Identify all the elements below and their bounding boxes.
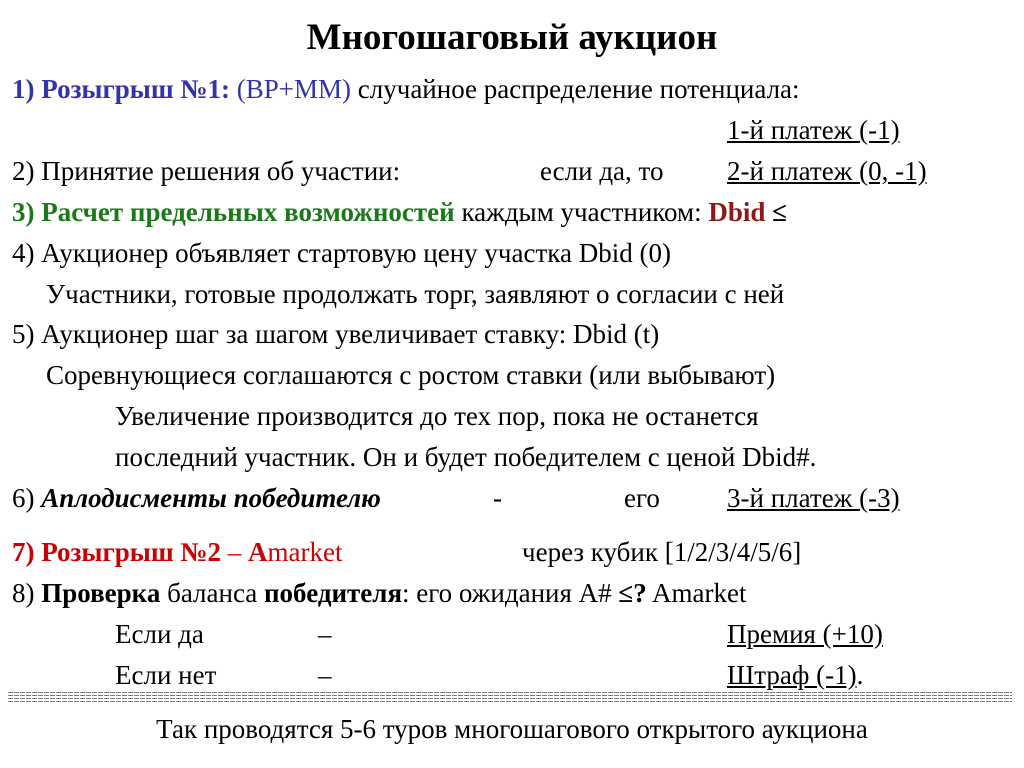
step-3 — [12, 196, 787, 228]
step-2-condition: если да, то — [540, 156, 664, 186]
step-8-b2: победителя — [264, 578, 403, 608]
page-title: Многошаговый аукцион — [306, 17, 718, 58]
penalty-text: Штраф (-1) — [727, 660, 857, 690]
step-3-text: каждым участником: — [454, 197, 709, 227]
step-5-detail: Соревнующиеся соглашаются с ростом ставки (или выбывают) — [46, 360, 776, 390]
step-8-t1: баланса — [160, 578, 264, 608]
step-1 — [12, 73, 800, 105]
step-3-dbid: Dbid — [708, 197, 766, 227]
step-6-number: 6) — [12, 483, 42, 513]
penalty — [727, 659, 863, 691]
step-7-dash: – — [221, 537, 249, 567]
step-6-label: Аплодисменты победителю — [41, 483, 381, 513]
step-3-label: 3) Расчет предельных возможностей — [12, 197, 455, 227]
step-4-detail: Участники, готовые продолжать торг, заявляют о согласии с ней — [46, 279, 785, 309]
step-7 — [12, 536, 343, 568]
step-1-label: Розыгрыш №1: — [41, 74, 231, 104]
payment-3: 3-й платеж (-3) — [727, 483, 900, 513]
footer-text: Так проводятся 5-6 туров многошагового открытого аукциона — [156, 714, 868, 744]
step-1-number: 1) — [12, 74, 42, 104]
step-8 — [12, 577, 746, 609]
divider — [8, 692, 1012, 704]
step-1-text: случайное распределение потенциала: — [351, 74, 800, 104]
step-5-note-2: последний участник. Он и будет победителем с ценой Dbid#. — [115, 442, 817, 472]
step-7-a: A — [248, 537, 268, 567]
if-yes-label: Если да — [115, 619, 204, 649]
if-no-label: Если нет — [115, 660, 217, 690]
step-8-t3: Amarket — [646, 578, 747, 608]
step-1-paren: (BP+MM) — [230, 74, 352, 104]
if-yes-dash: – — [318, 619, 332, 649]
step-8-b1: Проверка — [41, 578, 161, 608]
payment-1: 1-й платеж (-1) — [727, 115, 900, 145]
step-5: 5) Аукционер шаг за шагом увеличивает ставку: Dbid (t) — [12, 319, 660, 349]
step-4: 4) Аукционер объявляет стартовую цену участка Dbid (0) — [12, 238, 671, 268]
step-8-number: 8) — [12, 578, 42, 608]
step-8-t2: : его ожидания A# — [402, 578, 619, 608]
step-3-symbol: ≤ — [765, 197, 787, 227]
penalty-period: . — [856, 660, 864, 690]
step-6-dash: - — [493, 483, 502, 513]
step-6-who: его — [624, 483, 660, 513]
step-2-text: 2) Принятие решения об участии: — [12, 156, 401, 186]
step-6 — [12, 482, 381, 514]
step-7-market: market — [267, 537, 343, 567]
bonus: Премия (+10) — [727, 619, 883, 649]
step-8-b3: ≤? — [618, 578, 647, 608]
payment-2: 2-й платеж (0, -1) — [727, 156, 927, 186]
step-7-label: 7) Розыгрыш №2 — [12, 537, 222, 567]
step-5-note-1: Увеличение производится до тех пор, пока не останется — [115, 401, 759, 431]
if-no-dash: – — [318, 660, 332, 690]
step-7-text: через кубик [1/2/3/4/5/6] — [522, 537, 802, 567]
